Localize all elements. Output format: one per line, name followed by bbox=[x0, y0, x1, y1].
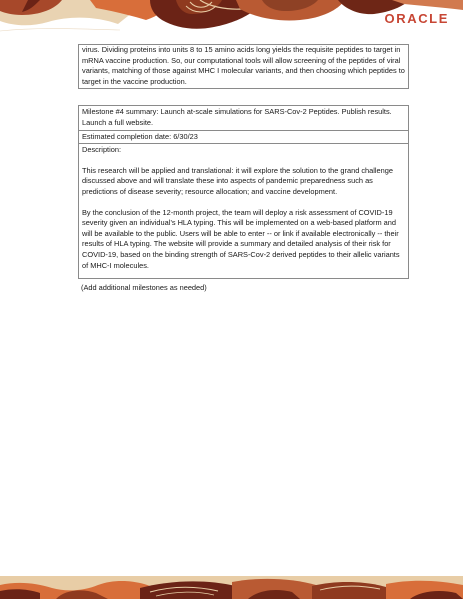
document-body bbox=[78, 44, 409, 293]
header-banner bbox=[0, 0, 463, 40]
intro-paragraph-box bbox=[78, 44, 409, 89]
milestone-table bbox=[78, 105, 409, 279]
intro-paragraph: virus. Dividing proteins into units 8 to 15 amino acids long yields the requisite peptides to target in mRNA vaccine production. So, our computational tools will allow screening of the peptides of viral variants, matching of those against MHC I molecular variants, and then choosing which peptides to target in the vaccine production. bbox=[82, 45, 405, 86]
description-label: Description: bbox=[82, 145, 122, 155]
description-row bbox=[79, 143, 408, 278]
description-paragraph: This research will be applied and translational: it will explore the solution to the grand challenge discussed above and will translate these into aspects of pandemic preparedness such as predictions of disease severity; resource allocation; and vaccine development. bbox=[82, 165, 393, 196]
section-gap bbox=[78, 89, 409, 105]
footer-banner bbox=[0, 576, 463, 599]
decorative-footer-art bbox=[0, 576, 463, 599]
description-paragraph: By the conclusion of the 12-month project, the team will deploy a risk assessment of COVID-19 severity given an individual’s HLA typing. This will be implemented on a web-based platform and will be available to the public. Users will be able to enter -- or link if available electronically -- their results of HLA typing. The website will provide a summary and detailed analysis of their risk for COVID-19, based on the binding strength of SARS-Cov-2 derived peptides to their allelic variants of MHC-I molecules. bbox=[82, 207, 400, 270]
milestone-summary-row bbox=[79, 106, 408, 129]
milestone-summary: Milestone #4 summary: Launch at-scale simulations for SARS-Cov-2 Peptides. Publish results. Launch a full website. bbox=[82, 107, 392, 127]
completion-date-row bbox=[79, 130, 408, 144]
completion-date: Estimated completion date: 6/30/23 bbox=[82, 131, 198, 141]
add-milestones-note: (Add additional milestones as needed) bbox=[81, 283, 207, 293]
oracle-logo: ORACLE bbox=[384, 11, 449, 26]
